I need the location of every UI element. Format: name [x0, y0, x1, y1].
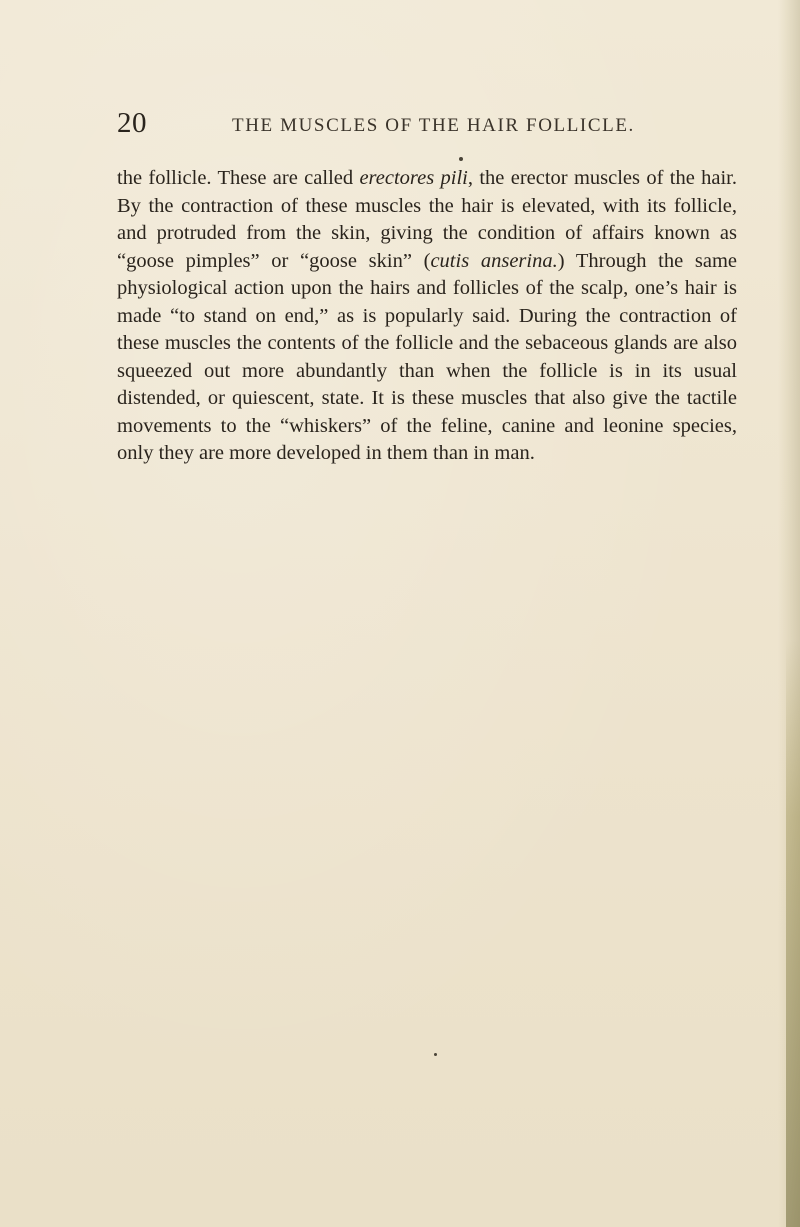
- term-cutis-anserina: cutis anserina.: [430, 249, 558, 272]
- ink-speck: [434, 1053, 437, 1056]
- page-edge-stain: [786, 640, 800, 1227]
- page-header: [117, 107, 737, 143]
- ink-speck: [459, 157, 463, 161]
- body-paragraph: [117, 165, 737, 468]
- page-number: 20: [117, 107, 147, 139]
- body-text-segment: the follicle. These are called: [117, 167, 360, 189]
- body-text-segment: ) Through the same physiological action upon the hairs and follicles of the scalp, one’s hair is made “to stand on end,” as is popularly said. During the contraction of these muscles the contents of the follicle and the sebaceous glands are also squeezed out more abundantly than when the follicle is in its usual distended, or quiescent, state. It is these muscles that also give the tactile movements to the “whiskers” of the feline, canine and leonine species, only they are more developed in them than in man.: [117, 249, 737, 464]
- term-erectores-pili: erectores pili: [359, 167, 468, 189]
- body-text-segment: , the erector muscles of the hair. By the contraction of these muscles the hair is elevated, with its follicle, and protruded from the skin, giving the condition of affairs known as “goose pimples” or “goose skin” (: [117, 167, 738, 272]
- running-head: THE MUSCLES OF THE HAIR FOLLICLE.: [232, 115, 635, 136]
